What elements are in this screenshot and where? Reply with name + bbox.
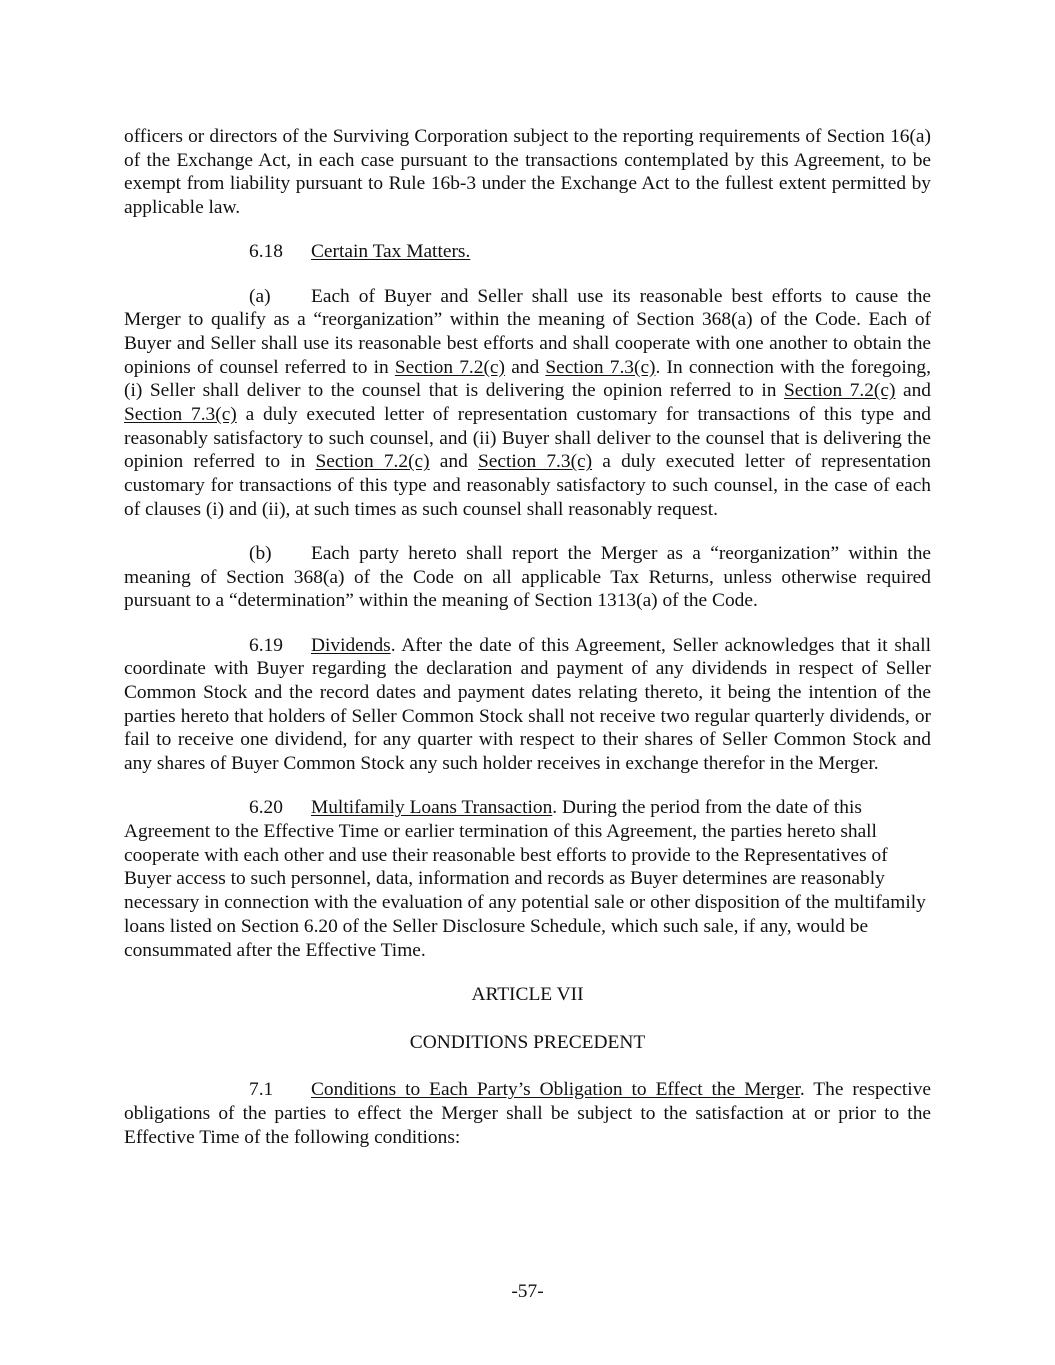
clause-number: (a) xyxy=(249,285,271,307)
section-number: 6.18 xyxy=(249,241,283,263)
cross-reference-7-3-c: Section 7.3(c) xyxy=(477,451,593,473)
cross-reference-7-3-c: Section 7.3(c) xyxy=(124,404,237,426)
paragraph-text: a duly executed letter of representation customary for transactions of this type and reasonably satisfactory to such counsel, and (ii) Buyer shall deliver to the counsel that is delivering the opinion referred to in xyxy=(124,404,931,473)
article-heading: ARTICLE VII xyxy=(471,983,584,1005)
paragraph-text: . After the date of this Agreement, Seller acknowledges that it shall coordinate with Buyer regarding the declaration and payment of any dividends in respect of Seller Common Stock and the record dates and payment dates relating thereto, it being the intention of the parties hereto that holders of Seller Common Stock shall not receive two regular quarterly dividends, or fail to receive one dividend, for any quarter with respect to their shares of Seller Common Stock and any shares of Buyer Common Stock any such holder receives in exchange therefor in the Merger. xyxy=(124,634,931,775)
section-title: Dividends xyxy=(311,634,391,656)
document-page xyxy=(124,125,931,1170)
conjunction: and xyxy=(505,356,546,378)
article-title: CONDITIONS PRECEDENT xyxy=(409,1031,646,1053)
cross-reference-7-3-c: Section 7.3(c) xyxy=(545,356,656,378)
paragraph-text: officers or directors of the Surviving Corporation subject to the reporting requirements of Section 16(a) of the Exchange Act, in each case pursuant to the transactions contemplated by this Agreement, to be exempt from liability pursuant to Rule 16b-3 under the Exchange Act to the fullest extent permitted by applicable law. xyxy=(124,126,931,219)
paragraph-text: . During the period from the date of this Agreement to the Effective Time or earlier termination of this Agreement, the parties hereto shall cooperate with each other and use their reasonable best efforts to provide to the Representatives of Buyer access to such personnel, data, information and records as Buyer determines are reasonably necessary in connection with the evaluation of any potential sale or other disposition of the multifamily loans listed on Section 6.20 of the Seller Disclosure Schedule, which such sale, if any, would be consummated after the Effective Time. xyxy=(124,797,926,961)
paragraph-text: Each of Buyer and Seller shall use its reasonable best efforts to cause the Merger to qualify as a “reorganization” within the meaning of Section 368(a) of the Code. Each of Buyer and Seller shall use its reasonable best efforts and shall cooperate with one another to obtain the opinions of counsel referred to in xyxy=(124,285,931,378)
section-6-18-b xyxy=(124,542,931,613)
section-6-20 xyxy=(124,796,931,962)
section-number: 6.19 xyxy=(249,634,283,656)
conjunction: and xyxy=(429,451,478,473)
cross-reference-7-2-c: Section 7.2(c) xyxy=(315,451,430,473)
section-title: Multifamily Loans Transaction xyxy=(311,797,553,819)
section-number: 7.1 xyxy=(249,1079,274,1101)
clause-number: (b) xyxy=(249,543,272,565)
conjunction: and xyxy=(895,380,931,402)
section-title: Conditions to Each Party’s Obligation to Effect the Merger xyxy=(311,1079,800,1101)
section-6-18-heading xyxy=(124,240,931,264)
section-7-1 xyxy=(124,1078,931,1149)
paragraph-text: . In connection with the foregoing, (i) Seller shall deliver to the counsel that is delivering the opinion referred to in xyxy=(124,356,931,402)
paragraph-text: . The respective obligations of the parties to effect the Merger shall be subject to the satisfaction at or prior to the Effective Time of the following conditions: xyxy=(124,1079,931,1148)
section-6-19 xyxy=(124,634,931,776)
paragraph-text: Each party hereto shall report the Merger as a “reorganization” within the meaning of Section 368(a) of the Code on all applicable Tax Returns, unless otherwise required pursuant to a “determination” within the meaning of Section 1313(a) of the Code. xyxy=(124,543,931,612)
cross-reference-7-2-c: Section 7.2(c) xyxy=(784,380,896,402)
section-title: Certain Tax Matters. xyxy=(311,241,471,263)
cross-reference-7-2-c: Section 7.2(c) xyxy=(394,356,505,378)
paragraph-text: a duly executed letter of representation customary for transactions of this type and reasonably satisfactory to such counsel, in the case of each of clauses (i) and (ii), at such times as such counsel shall reasonably request. xyxy=(124,451,931,520)
continuation-paragraph xyxy=(124,125,931,220)
section-6-18-a xyxy=(124,285,931,522)
page-number: -57- xyxy=(511,1281,544,1302)
section-number: 6.20 xyxy=(249,797,283,819)
